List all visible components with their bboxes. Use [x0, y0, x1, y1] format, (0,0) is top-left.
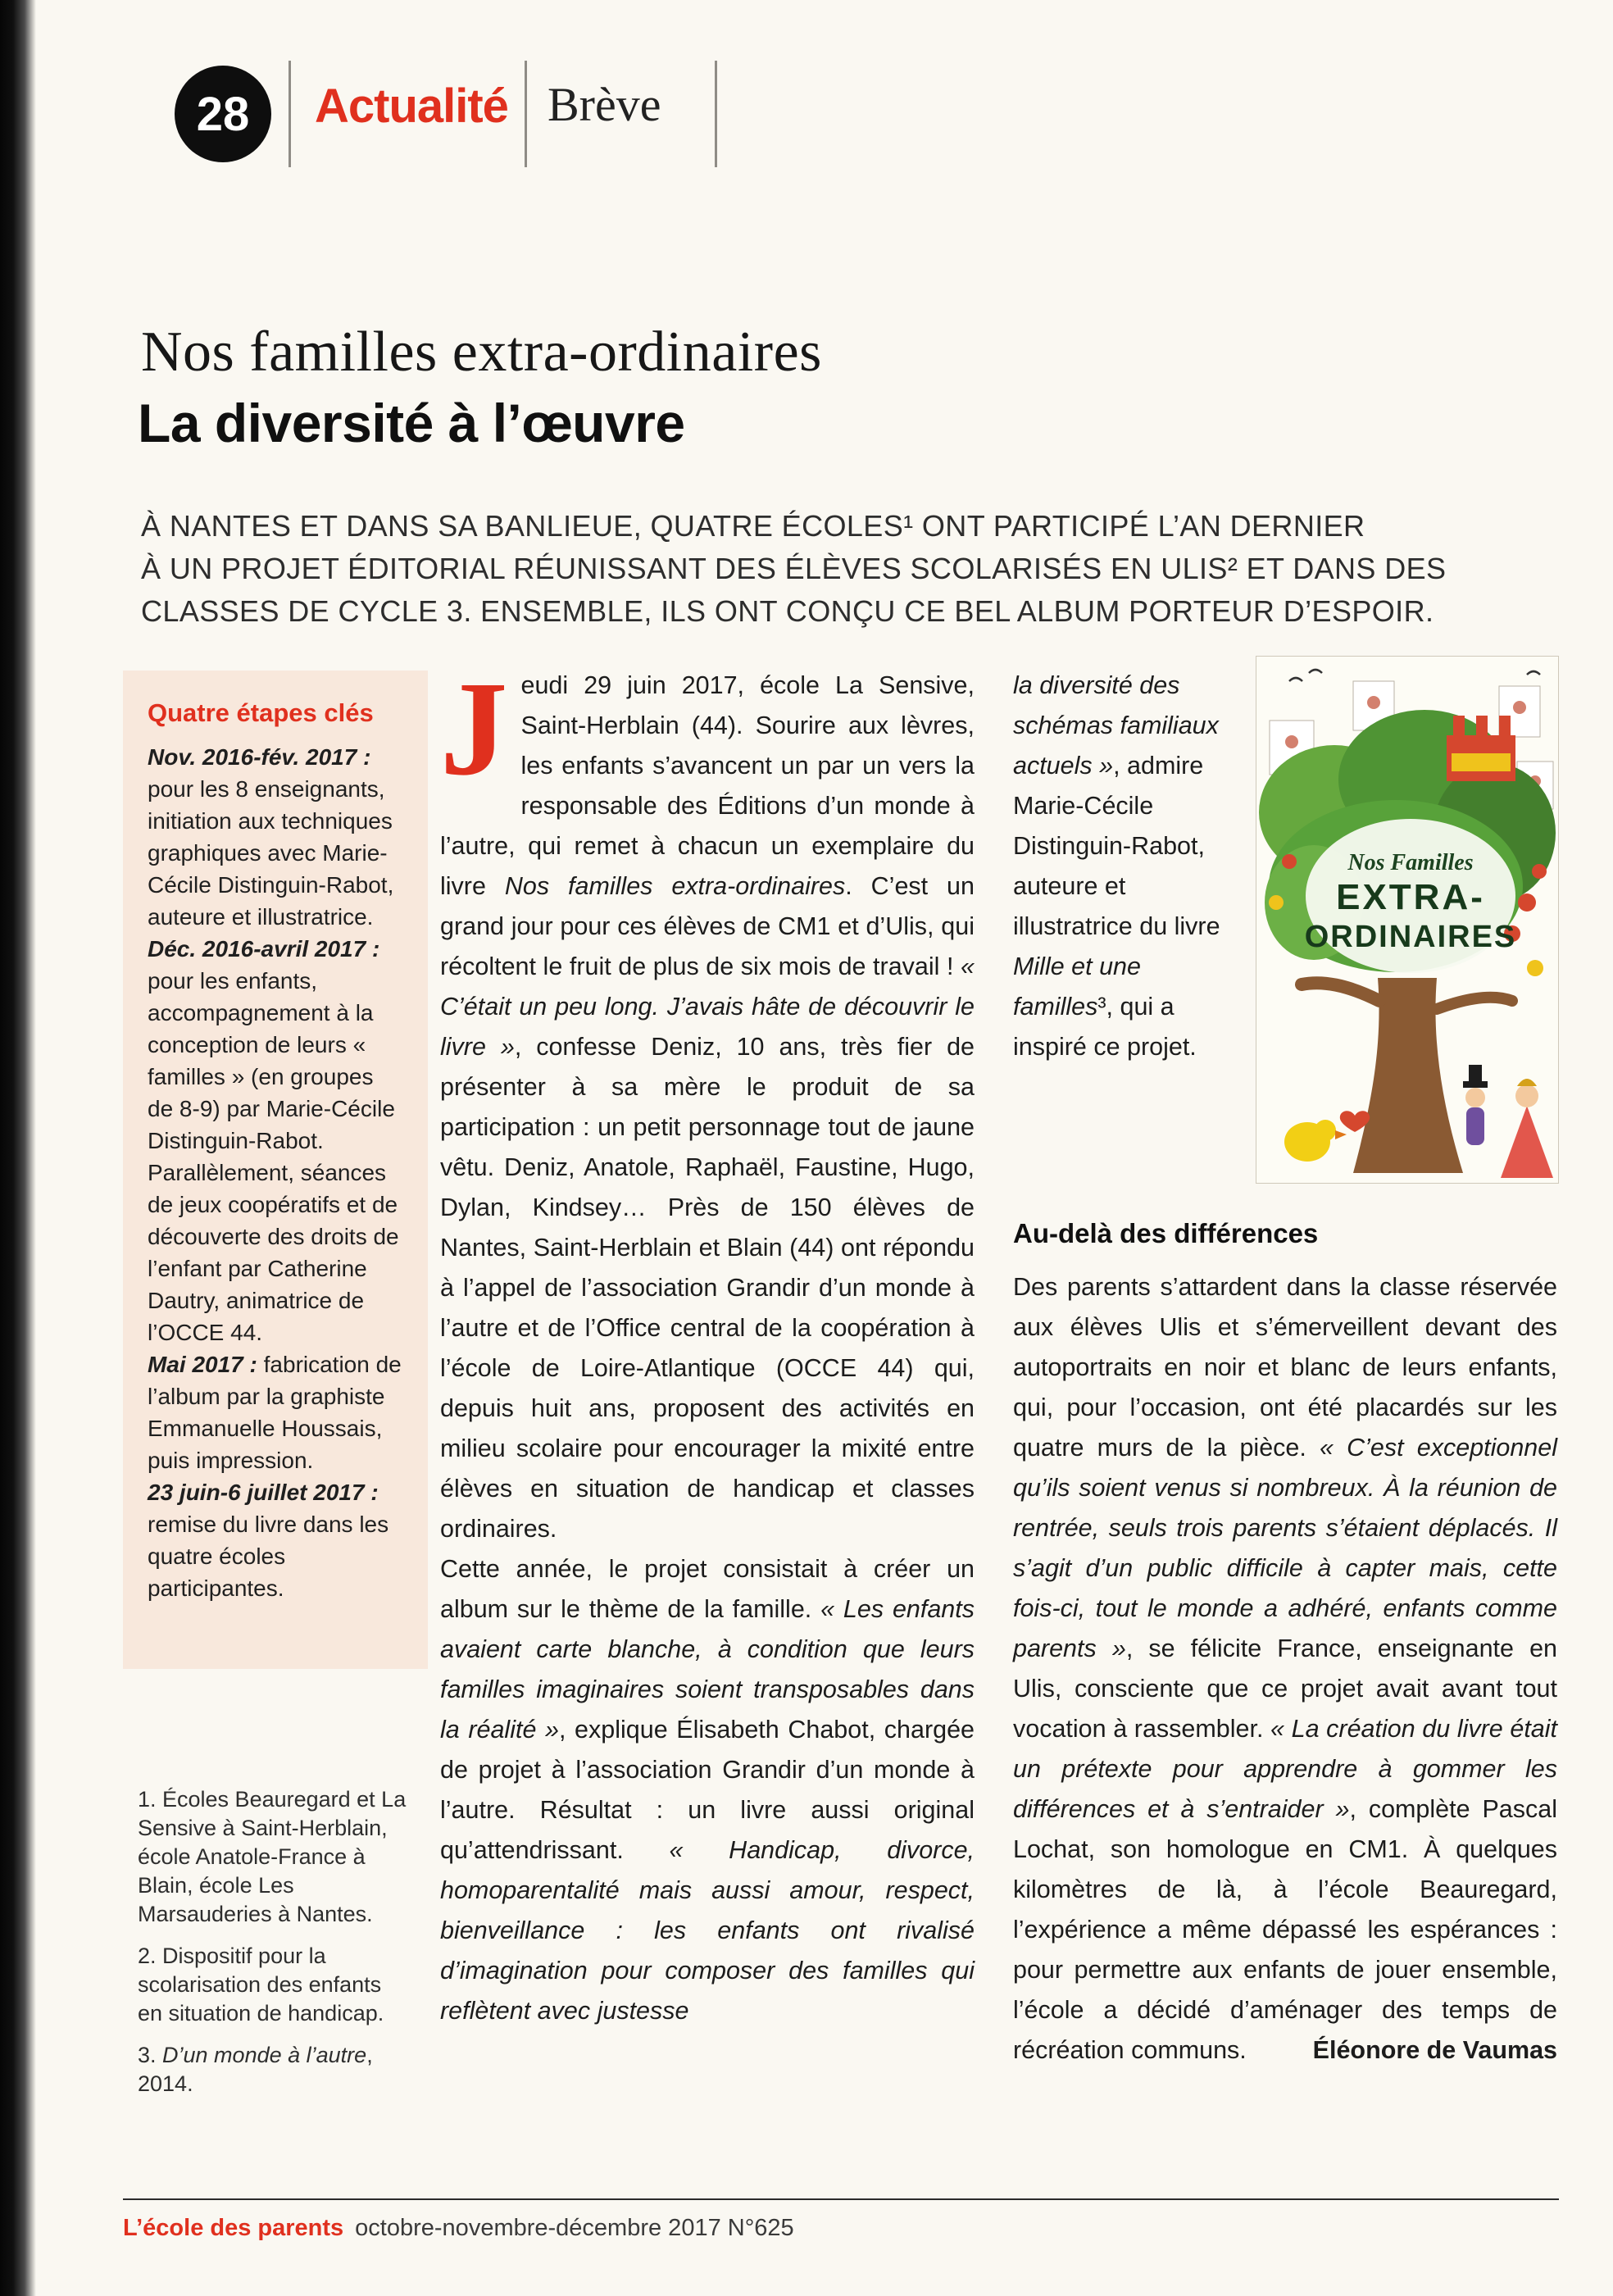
- article-column-1: [440, 653, 975, 2031]
- header-divider: [715, 61, 717, 167]
- book-cover-illustration: [1256, 657, 1558, 1183]
- article-paragraph: Des parents s’attardent dans la classe réservée aux élèves Ulis et s’émerveillent devant des autoportraits en noir et blanc de leurs enfants, qui, pour l’occasion, ont été placardés sur les quatre murs de la pièce. « C’est exceptionnel qu’ils soient venus si nombreux. À la réunion de rentrée, seuls trois parents s’étaient déplacés. Il s’agit d’un public difficile à capter mais, cette fois-ci, tout le monde a adhéré, enfants comme parents », se félicite France, enseignante en Ulis, consciente que ce projet avait avant tout vocation à rassembler. « La création du livre était un prétexte pour apprendre à gommer les différences et à s’entraider », complète Pascal Lochat, son homologue en CM1. À quelques kilomètres de là, à l’école Beauregard, l’expérience a même dépassé les espérances : pour permettre aux enfants de jouer ensemble, l’école a décidé d’aménager des temps de récréation communs.: [1013, 1273, 1558, 2064]
- book-title-line: EXTRA-: [1336, 877, 1485, 917]
- article-column-2-top: la diversité des schémas familiaux actuels », admire Marie-Cécile Distinguin-Rabot, auteure et illustratrice du livre Mille et une familles³, qui a inspiré ce projet.: [1013, 671, 1220, 1061]
- rubric-label: Brève: [548, 78, 661, 131]
- standfirst-line: À UN PROJET ÉDITORIAL RÉUNISSANT DES ÉLÈVES SCOLARISÉS EN ULIS² ET DANS DES: [141, 552, 1447, 585]
- article-paragraph: Cette année, le projet consistait à créer un album sur le thème de la famille. « Les enfants avaient carte blanche, à condition que leurs familles imaginaires soient transposables dans la réalité », explique Élisabeth Chabot, chargée de projet à l’association Grandir d’un monde à l’autre. Résultat : un livre aussi original qu’attendrissant. « Handicap, divorce, homoparentalité mais aussi amour, respect, bienveillance : les enfants ont rivalisé d’imagination pour composer des familles qui reflètent avec justesse: [440, 1555, 975, 2025]
- castle-shape: [1447, 716, 1515, 781]
- sidebar-paragraph: 23 juin-6 juillet 2017 : remise du livre dans les quatre écoles participantes.: [148, 1480, 389, 1601]
- article-paragraph: [440, 653, 975, 1549]
- book-title-line: Nos Familles: [1347, 850, 1474, 875]
- article-kicker: Nos familles extra-ordinaires: [141, 321, 822, 384]
- standfirst-line: À NANTES ET DANS SA BANLIEUE, QUATRE ÉCOLES¹ ONT PARTICIPÉ L’AN DERNIER: [141, 509, 1365, 543]
- footer-rule: [123, 2198, 1559, 2200]
- standfirst-line: CLASSES DE CYCLE 3. ENSEMBLE, ILS ONT CONÇU CE BEL ALBUM PORTEUR D’ESPOIR.: [141, 594, 1434, 628]
- issue-info: octobre-novembre-décembre 2017 N°625: [355, 2215, 794, 2241]
- book-cover: [1256, 656, 1559, 1184]
- page-number-badge: 28: [175, 66, 271, 162]
- section-label: Actualité: [315, 80, 508, 133]
- footnote: 1. Écoles Beauregard et La Sensive à Saint-Herblain, école Anatole-France à Blain, école Les Marsauderies à Nantes.: [138, 1787, 407, 1926]
- footnote: 2. Dispositif pour la scolarisation des enfants en situation de handicap.: [138, 1944, 384, 2025]
- sidebar-paragraph: Déc. 2016-avril 2017 : pour les enfants, accompagnement à la conception de leurs « familles » (en groupes de 8-9) par Marie-Cécile Distinguin-Rabot. Parallèlement, séances de jeux coopératifs et de découverte des droits de l’enfant par Catherine Dautry, animatrice de l’OCCE 44.: [148, 936, 399, 1345]
- magazine-name: L’école des parents: [123, 2215, 344, 2241]
- standfirst: [141, 505, 1567, 633]
- paragraph-text: eudi 29 juin 2017, école La Sensive, Saint-Herblain (44). Sourire aux lèvres, les enfants s’avancent un par un vers la responsable des Éditions d’un monde à l’autre, qui remet à chacun un exemplaire du livre Nos familles extra-ordinaires. C’est un grand jour pour ces élèves de CM1 et d’Ulis, qui récoltent le fruit de plus de six mois de travail ! « C’était un peu long. J’avais hâte de découvrir le livre », confesse Deniz, 10 ans, très fier de présenter à sa mère le produit de sa participation : un petit personnage tout de jaune vêtu. Deniz, Anatole, Raphaël, Faustine, Hugo, Dylan, Kindsey… Près de 150 élèves de Nantes, Saint-Herblain et Blain (44) ont répondu à l’appel de l’association Grandir d’un monde à l’autre et de l’Office central de la coopération à l’école de Loire-Atlantique (OCCE 44) qui, depuis huit ans, proposent des activités en milieu scolaire pour encourager la mixité entre élèves en situation de handicap et classes ordinaires.: [440, 671, 975, 1543]
- article-column-2: [1013, 1267, 1557, 2071]
- byline: Éléonore de Vaumas: [1312, 2036, 1557, 2064]
- scan-edge: [0, 0, 36, 2296]
- dropcap: J: [440, 653, 508, 803]
- header-divider: [289, 61, 291, 167]
- book-title-line: ORDINAIRES: [1304, 920, 1517, 954]
- section-subhead: Au-delà des différences: [1013, 1218, 1319, 1248]
- article-title: La diversité à l’œuvre: [138, 393, 685, 453]
- page-footer: [123, 2215, 794, 2242]
- footnotes: [138, 1785, 408, 2112]
- footnote: 3. D’un monde à l’autre, 2014.: [138, 2043, 373, 2096]
- header-divider: [525, 61, 527, 167]
- sidebar-paragraph: Mai 2017 : fabrication de l’album par la graphiste Emmanuelle Houssais, puis impression.: [148, 1352, 402, 1473]
- sidebar-key-steps-box: [123, 671, 428, 1669]
- sidebar-title: Quatre étapes clés: [148, 698, 374, 727]
- sidebar-paragraph: Nov. 2016-fév. 2017 : pour les 8 enseignants, initiation aux techniques graphiques avec Marie-Cécile Distinguin-Rabot, auteure et illustratrice.: [148, 744, 394, 930]
